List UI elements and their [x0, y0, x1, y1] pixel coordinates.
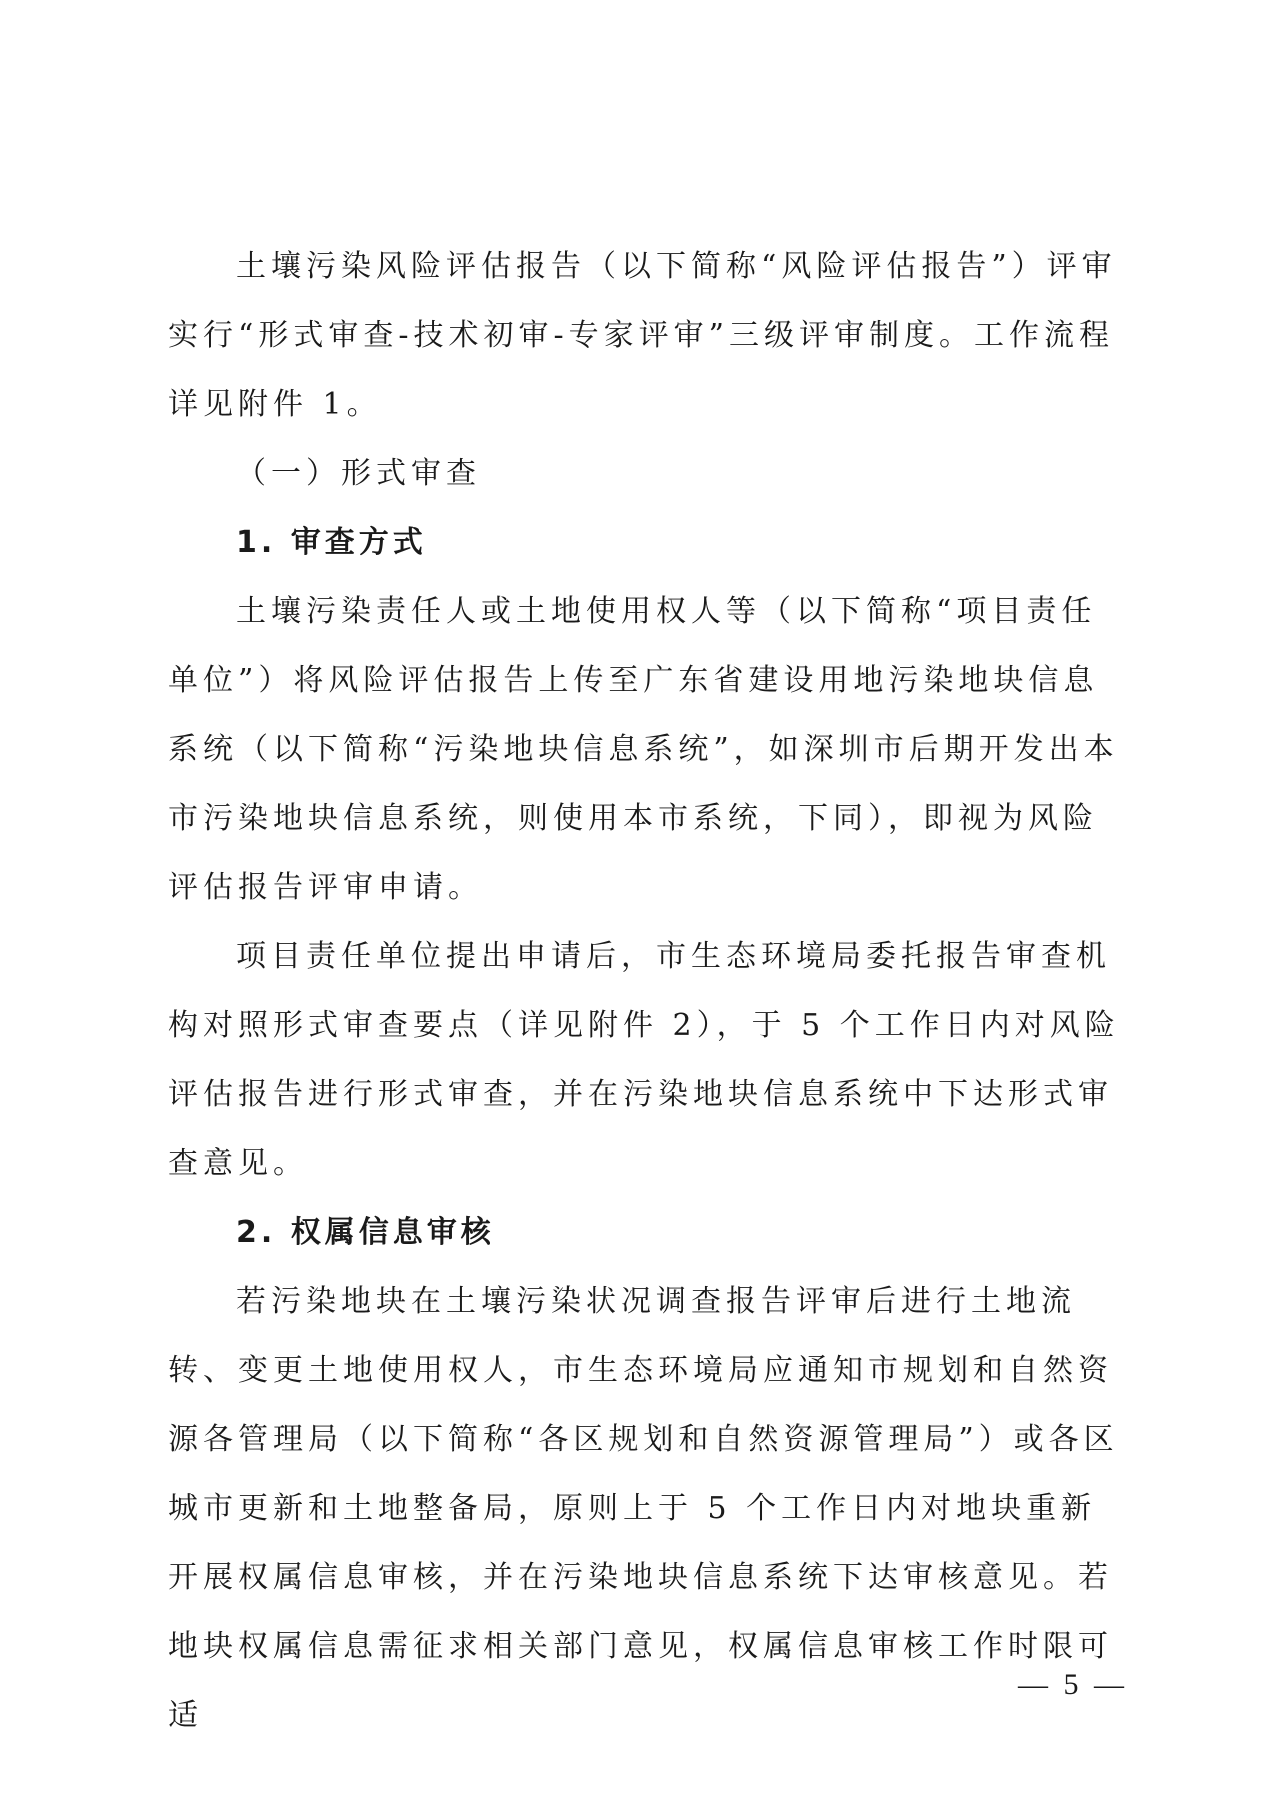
- paragraph-ownership-review: 若污染地块在土壤污染状况调查报告评审后进行土地流转、变更土地使用权人，市生态环境局应通知市规划和自然资源各管理局（以下简称“各区规划和自然资源管理局”）或各区城市更新和土地整备局，原则上于 5 个工作日内对地块重新开展权属信息审核，并在污染地块信息系统下达审核意见。若地块权属信息需征求相关部门意见，权属信息审核工作时限可适: [168, 1284, 1119, 1733]
- sub-heading-review-method: 1. 审查方式: [236, 525, 427, 560]
- page-number: — 5 —: [1018, 1668, 1128, 1701]
- section-heading-formal-review: （一）形式审查: [236, 456, 481, 491]
- paragraph-intro: 土壤污染风险评估报告（以下简称“风险评估报告”）评审实行“形式审查-技术初审-专家评审”三级评审制度。工作流程详见附件 1。: [168, 249, 1117, 422]
- paragraph-formal-review: 项目责任单位提出申请后，市生态环境局委托报告审查机构对照形式审查要点（详见附件 2），于 5 个工作日内对风险评估报告进行形式审查，并在污染地块信息系统中下达形式审查意见。: [168, 939, 1120, 1181]
- sub-heading-ownership-review: 2. 权属信息审核: [236, 1215, 495, 1250]
- body-text: [168, 232, 1120, 1750]
- paragraph-review-method: 土壤污染责任人或土地使用权人等（以下简称“项目责任单位”）将风险评估报告上传至广东省建设用地污染地块信息系统（以下简称“污染地块信息系统”，如深圳市后期开发出本市污染地块信息系统，则使用本市系统，下同），即视为风险评估报告评审申请。: [168, 594, 1119, 905]
